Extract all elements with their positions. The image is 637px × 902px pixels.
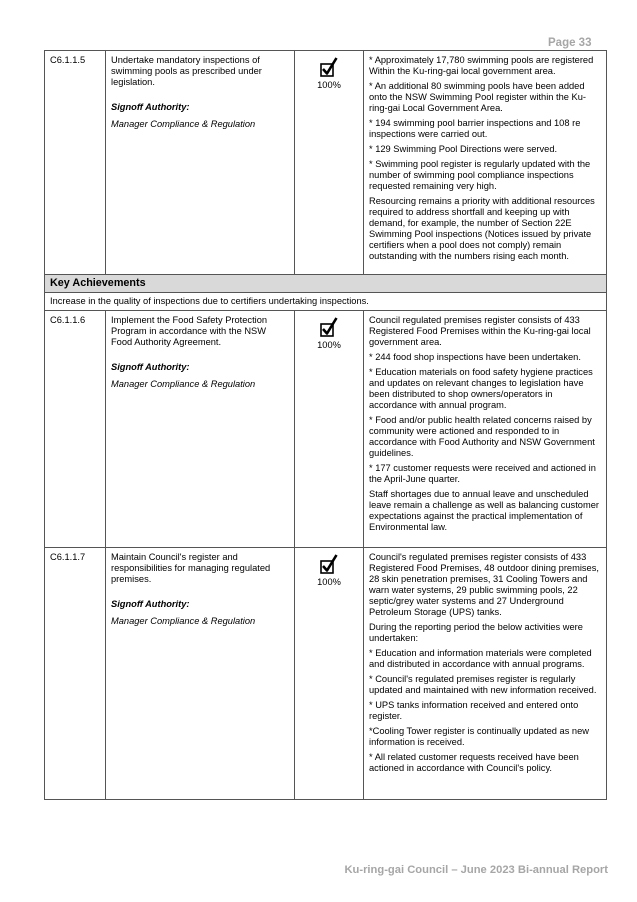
key-achievements-row [45,293,607,311]
table-row [45,548,607,800]
comment-line: * Education materials on food safety hygiene practices and updates on relevant changes to legislation have been distributed to shop owners/operators in accordance with annual program. [369,367,593,410]
comment-line: *Cooling Tower register is continually updated as new information is received. [369,726,589,747]
signoff-authority: Manager Compliance & Regulation [111,616,256,626]
key-achievements-header-row [45,275,607,293]
action-description: Implement the Food Safety Protection Program in accordance with the NSW Food Authority Agreement. [111,315,268,347]
status-cell [295,51,364,275]
comment-line: Council regulated premises register consists of 433 Registered Food Premises within the Ku-ring-gai local government area. [369,315,591,347]
action-code: C6.1.1.5 [45,51,106,275]
signoff-label: Signoff Authority: [111,362,190,372]
comment-line: * 244 food shop inspections have been undertaken. [369,352,581,362]
action-description: Maintain Council's register and responsibilities for managing regulated premises. [111,552,271,584]
checkbox-tick-icon [320,57,338,77]
action-description-cell [106,311,295,548]
comment-line: * 177 customer requests were received and actioned in the April-June quarter. [369,463,596,484]
action-code: C6.1.1.6 [45,311,106,548]
status-cell [295,548,364,800]
table-row [45,51,607,275]
comment-line: * An additional 80 swimming pools have been added onto the NSW Swimming Pool register within the Ku-ring-gai Local Government Area. [369,81,587,113]
signoff-label: Signoff Authority: [111,102,190,112]
status-cell [295,311,364,548]
comment-line: * Swimming pool register is regularly updated with the number of swimming pool compliance inspections requested remaining very high. [369,159,591,191]
comment-line: Staff shortages due to annual leave and unscheduled leave remain a challenge as well as balancing customer expectations against the practical implementation of Environmental law. [369,489,599,532]
comment-line: * Council's regulated premises register is regularly updated and maintained with new information received. [369,674,597,695]
comment-line: * UPS tanks information received and entered onto register. [369,700,579,721]
comment-line: During the reporting period the below activities were undertaken: [369,622,583,643]
status-percent: 100% [317,340,341,350]
action-description-cell [106,51,295,275]
key-achievements-text: Increase in the quality of inspections due to certifiers undertaking inspections. [45,293,607,311]
comment-line: * All related customer requests received have been actioned in accordance with Council's policy. [369,752,579,773]
table-row [45,311,607,548]
action-description-cell [106,548,295,800]
checkbox-tick-icon [320,317,338,337]
comment-line: * Approximately 17,780 swimming pools are registered Within the Ku-ring-gai local government area. [369,55,594,76]
report-footer: Ku-ring-gai Council – June 2023 Bi-annual Report [344,864,608,876]
status-percent: 100% [317,80,341,90]
comments-cell [364,548,607,800]
status-percent: 100% [317,577,341,587]
comments-cell [364,311,607,548]
signoff-authority: Manager Compliance & Regulation [111,379,256,389]
checkbox-tick-icon [320,554,338,574]
comment-line: Resourcing remains a priority with additional resources required to address shortfall and keeping up with demand, for example, the number of Section 22E Swimming Pool inspections (Notices issued by private certifiers when a pool does not comply) remain outstanding with the numbers rising each month. [369,196,595,261]
report-table [44,50,607,800]
comment-line: * Education and information materials were completed and distributed in accordance with annual programs. [369,648,592,669]
signoff-authority: Manager Compliance & Regulation [111,119,256,129]
comment-line: * Food and/or public health related concerns raised by community were actioned and responded to in accordance with Food Authority and NSW Government guidelines. [369,415,595,458]
action-description: Undertake mandatory inspections of swimming pools as prescribed under legislation. [111,55,262,87]
comment-line: Council's regulated premises register consists of 433 Registered Food Premises, 48 outdoor dining premises, 28 skin penetration premises, 31 Cooling Towers and warn water systems, 29 public swimming pools, 22 septic/grey water systems and 27 Underground Petroleum Storage (UPS) tanks. [369,552,599,617]
page-number: Page 33 [548,37,592,49]
comment-line: * 194 swimming pool barrier inspections and 108 re inspections were carried out. [369,118,581,139]
comment-line: * 129 Swimming Pool Directions were served. [369,144,558,154]
action-code: C6.1.1.7 [45,548,106,800]
key-achievements-heading: Key Achievements [45,275,607,293]
signoff-label: Signoff Authority: [111,599,190,609]
comments-cell [364,51,607,275]
